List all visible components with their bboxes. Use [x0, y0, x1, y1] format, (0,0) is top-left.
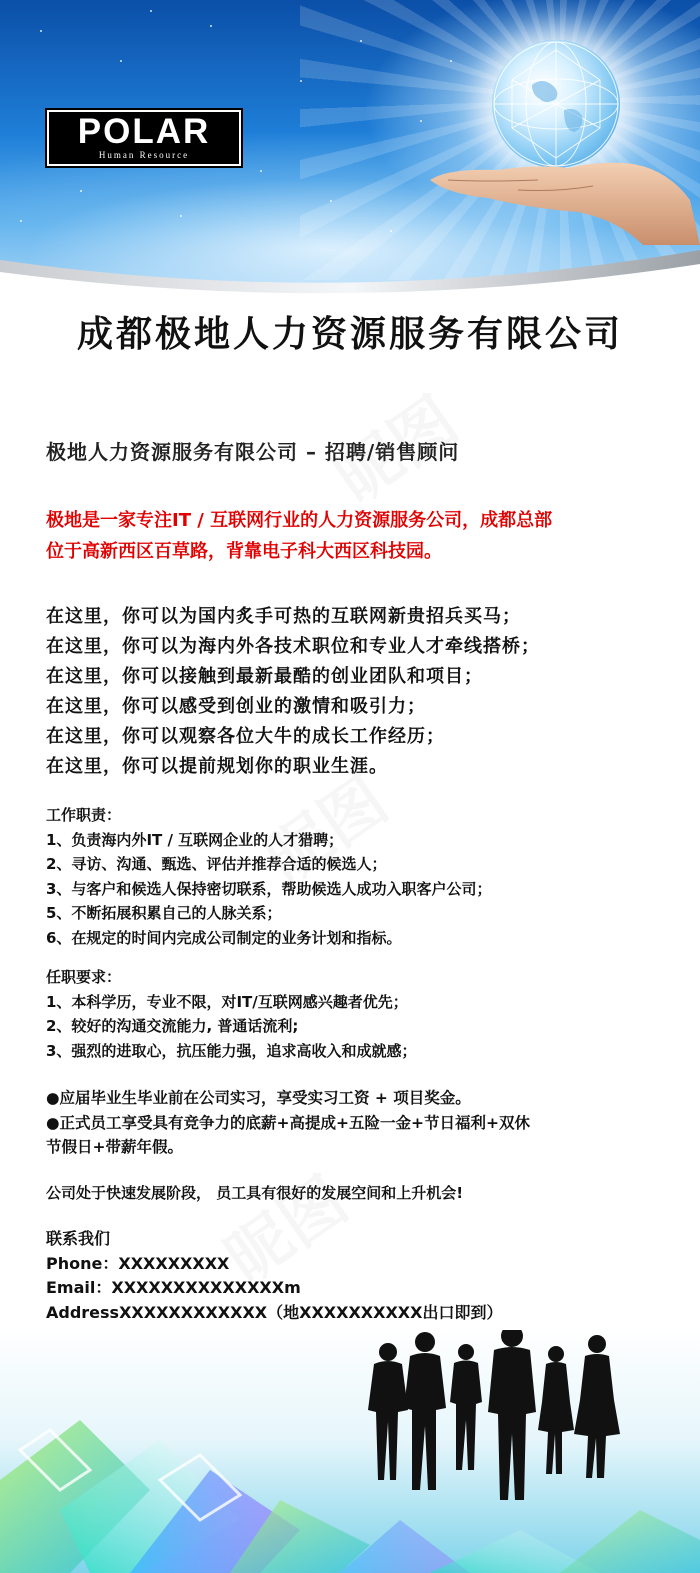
globe-icon — [492, 40, 620, 168]
benefit-item: 节假日+带薪年假。 — [46, 1138, 183, 1156]
header-wave — [0, 230, 700, 300]
highlight-item: 在这里，你可以为国内炙手可热的互联网新贵招兵买马； — [46, 606, 521, 627]
company-intro — [46, 505, 666, 567]
requirements-heading: 任职要求： — [46, 968, 122, 986]
polar-logo — [47, 110, 241, 166]
contact-section — [46, 1227, 666, 1325]
contact-heading: 联系我们 — [46, 1229, 111, 1248]
intro-line: 极地是一家专注IT / 互联网行业的人力资源服务公司，成都总部 — [46, 510, 553, 531]
requirement-item: 1、本科学历，专业不限，对IT/互联网感兴趣者优先； — [46, 992, 408, 1011]
duty-item: 3、与客户和候选人保持密切联系，帮助候选人成功入职客户公司； — [46, 879, 492, 898]
logo-tagline: Human Resource — [98, 150, 190, 160]
closing-statement: 公司处于快速发展阶段， 员工具有很好的发展空间和上升机会! — [46, 1184, 464, 1202]
duties-section — [46, 803, 666, 950]
header-banner — [0, 0, 700, 300]
duties-heading: 工作职责： — [46, 806, 122, 824]
highlight-item: 在这里，你可以接触到最新最酷的创业团队和项目； — [46, 666, 483, 687]
contact-email: Email：XXXXXXXXXXXXXXm — [46, 1278, 301, 1297]
requirement-item: 2、较好的沟通交流能力, 普通话流利; — [46, 1017, 299, 1035]
job-heading: 极地人力资源服务有限公司 – 招聘/销售顾问 — [46, 440, 460, 464]
highlight-item: 在这里，你可以提前规划你的职业生涯。 — [46, 756, 388, 777]
duty-item: 2、寻访、沟通、甄选、评估并推荐合适的候选人； — [46, 855, 387, 873]
highlight-item: 在这里，你可以观察各位大牛的成长工作经历； — [46, 726, 445, 747]
requirements-section — [46, 965, 666, 1063]
duty-item: 5、不断拓展积累自己的人脉关系； — [46, 904, 282, 922]
contact-address: AddressXXXXXXXXXXXX（地XXXXXXXXXX出口即到） — [46, 1302, 503, 1322]
benefit-item: ●正式员工享受具有竞争力的底薪+高提成+五险一金+节日福利+双休 — [46, 1113, 530, 1132]
logo-name: POLAR — [77, 112, 211, 151]
highlight-item: 在这里，你可以为海内外各技术职位和专业人才牵线搭桥； — [46, 636, 540, 657]
contact-phone: Phone：XXXXXXXXX — [46, 1253, 230, 1273]
benefit-item: ●应届毕业生毕业前在公司实习，享受实习工资 + 项目奖金。 — [46, 1089, 471, 1107]
highlight-item: 在这里，你可以感受到创业的激情和吸引力； — [46, 696, 426, 717]
requirement-item: 3、强烈的进取心，抗压能力强，追求高收入和成就感； — [46, 1041, 417, 1060]
highlights-list — [46, 602, 676, 782]
benefits-section — [46, 1086, 666, 1160]
intro-line: 位于高新西区百草路，背靠电子科大西区科技园。 — [46, 541, 442, 562]
company-title: 成都极地人力资源服务有限公司 — [76, 314, 623, 355]
duty-item: 6、在规定的时间内完成公司制定的业务计划和指标。 — [46, 928, 402, 947]
duty-item: 1、负责海内外IT / 互联网企业的人才猎聘； — [46, 830, 344, 849]
footer-art — [0, 1330, 700, 1573]
